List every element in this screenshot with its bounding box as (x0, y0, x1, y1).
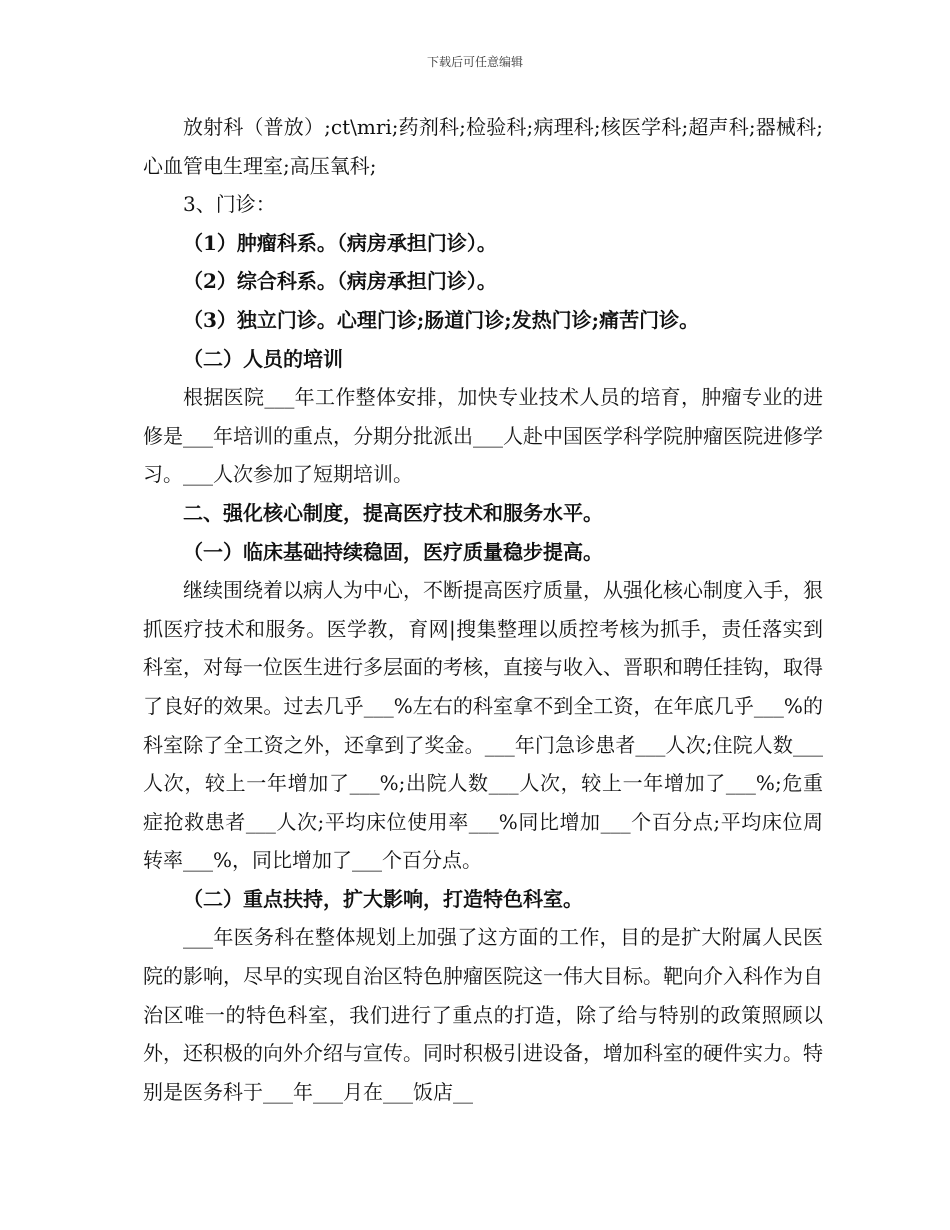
heading-staff-training: （二）人员的培训 (183, 346, 343, 371)
item-independent-outpatient: （3）独立门诊。心理门诊;肠道门诊;发热门诊;痛苦门诊。 (183, 307, 700, 332)
paragraph-staff-training: 根据医院___年工作整体安排，加快专业技术人员的培育，肿瘤专业的进修是___年培训的重点，分期分批派出___人赴中国医学科学院肿瘤医院进修学习。___人次参加了短期培训。 (143, 385, 823, 487)
paragraph-clinical-quality: 继续围绕着以病人为中心，不断提高医疗质量，从强化核心制度入手，狠抓医疗技术和服务。医学教，育网|搜集整理以质控考核为抓手，责任落实到科室，对每一位医生进行多层面的考核，直接与收入、晋职和聘任挂钩，取得了良好的效果。过去几乎___%左右的科室拿不到全工资，在年底几乎___%的科室除了全工资之外，还拿到了奖金。___年门急诊患者___人次;住院人数___人次，较上一年增加了___%;出院人数___人次，较上一年增加了___%;危重症抢救患者___人次;平均床位使用率___%同比增加___个百分点;平均床位周转率___%，同比增加了___个百分点。 (143, 578, 823, 873)
section-outpatient: 3、门诊： (183, 192, 276, 217)
paragraph-featured-departments: ___年医务科在整体规划上加强了这方面的工作，目的是扩大附属人民医院的影响，尽早的实现自治区特色肿瘤医院这一伟大目标。靶向介入科作为自治区唯一的特色科室，我们进行了重点的打造，除了给与特别的政策照顾以外，还积极的向外介绍与宣传。同时积极引进设备，增加科室的硬件实力。特别是医务科于___年___月在___饭店__ (143, 925, 823, 1104)
heading-clinical-foundation: （一）临床基础持续稳固，医疗质量稳步提高。 (183, 539, 603, 564)
heading-featured-departments: （二）重点扶持，扩大影响，打造特色科室。 (183, 886, 583, 911)
heading-core-system: 二、强化核心制度，提高医疗技术和服务水平。 (183, 500, 603, 525)
page-header: 下载后可任意编辑 (426, 55, 523, 69)
item-general-outpatient: （2）综合科系。（病房承担门诊）。 (183, 269, 497, 294)
document-body (143, 108, 823, 1111)
item-oncology-outpatient: （1）肿瘤科系。（病房承担门诊）。 (183, 230, 497, 255)
paragraph-departments: 放射科（普放）;ct\mri;药剂科;检验科;病理科;核医学科;超声科;器械科;心血管电生理室;高压氧科; (143, 115, 823, 178)
